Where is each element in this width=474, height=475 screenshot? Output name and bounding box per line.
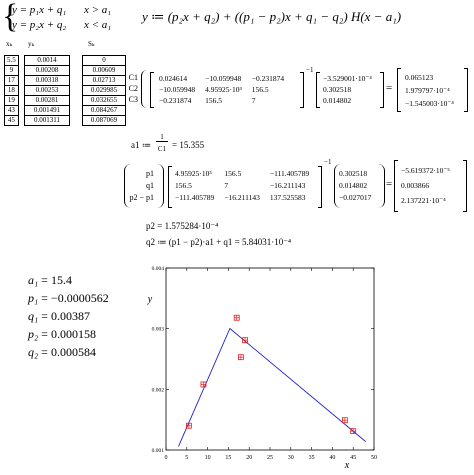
row-label: q1	[146, 181, 154, 190]
param-name: a₁	[28, 273, 39, 287]
yk-label: yₖ	[28, 40, 35, 48]
inverse-mark: −1	[324, 158, 332, 166]
result-cell: −1.545003·10⁻⁴	[405, 99, 454, 108]
a1-lhs: a1 ≔	[131, 140, 152, 150]
param-row	[28, 273, 109, 291]
param-name: q₁	[28, 309, 39, 323]
system1-rhs	[318, 73, 377, 106]
matrix-cell: −16.211143	[269, 181, 306, 190]
yk-cell: 0.00253	[25, 86, 70, 96]
x-tick-label: 25	[267, 455, 273, 461]
sk-cell: 0.084267	[83, 106, 126, 116]
matrix-cell: −16.211143	[224, 193, 260, 202]
x-tick-label: 15	[225, 455, 232, 461]
system1-matrix	[154, 73, 289, 106]
x-tick-label: 30	[287, 455, 294, 461]
matrix-cell: −111.405789	[269, 169, 310, 178]
data-point	[342, 418, 347, 423]
result-cell: 1.979797·10⁻⁴	[405, 86, 450, 95]
matrix-cell: −10.059948	[159, 85, 196, 94]
xk-label: xₖ	[6, 40, 13, 48]
parameter-summary	[28, 273, 109, 363]
param-value: = 0.00387	[41, 309, 90, 323]
system1-result	[400, 71, 459, 110]
system2-rhs	[334, 168, 376, 204]
row-label: p2 − p1	[129, 193, 154, 202]
x-tick-label: 5	[185, 455, 189, 461]
rhs-cell: −0.027017	[339, 193, 372, 202]
matrix-cell: 4.95925·10³	[175, 169, 212, 178]
matrix-cell: 7	[251, 96, 256, 105]
p2-result: p2 = 1.575284·10⁻⁴	[146, 221, 219, 231]
yk-cell: 0.001491	[25, 106, 70, 116]
right-bracket	[464, 68, 468, 112]
rhs-cell: 0.014802	[339, 181, 368, 190]
equals-sign: =	[386, 82, 393, 94]
param-row	[28, 345, 109, 363]
system2-result	[396, 163, 455, 208]
xk-cell: 43	[5, 106, 19, 116]
y-tick-label: 0.002	[151, 387, 164, 394]
rhs-cell: 0.302518	[339, 169, 368, 178]
y-tick-label: 0.003	[151, 326, 164, 333]
matrix-cell: −111.405789	[175, 193, 215, 202]
right-bracket	[380, 72, 384, 108]
y-tick-label: 0.001	[151, 448, 164, 454]
matrix-cell: 137.525583	[269, 193, 306, 202]
system2-matrix	[170, 168, 314, 204]
row-label: C3	[128, 95, 138, 104]
sk-label: Sₖ	[88, 40, 95, 48]
right-bracket	[300, 72, 304, 108]
case2-equation: y = p₂x + q₂	[12, 19, 67, 31]
param-name: p₂	[28, 327, 39, 341]
sk-cell: 0.029985	[83, 86, 126, 96]
system2-row-labels	[126, 168, 154, 204]
param-value: = 0.000158	[41, 327, 96, 341]
result-cell: 0.003866	[401, 181, 430, 190]
xk-cell: 9	[5, 66, 19, 76]
sk-cell: 0.032655	[83, 96, 126, 106]
equals-sign: =	[386, 178, 393, 190]
sk-cell: 0.087069	[83, 116, 126, 126]
x-tick-label: 0	[164, 455, 168, 461]
x-tick-label: 50	[371, 455, 377, 461]
matrix-cell: 156.5	[224, 169, 242, 178]
result-cell: −5.619372·10⁻⁵	[401, 166, 450, 175]
matrix-cell: 156.5	[205, 96, 222, 105]
xk-vector	[4, 55, 19, 126]
yk-cell: 0.001311	[25, 116, 70, 126]
fit-line-group	[178, 328, 365, 446]
right-paren	[378, 164, 385, 208]
matrix-cell: 156.5	[251, 85, 269, 94]
data-point	[234, 315, 239, 320]
row-label: C2	[128, 84, 138, 93]
rhs-cell: −3.529001·10⁻⁴	[323, 74, 372, 83]
x-tick-label: 45	[350, 455, 357, 461]
sk-cell: 0.02713	[83, 76, 126, 86]
row-label: C1	[128, 73, 138, 82]
fit-line	[178, 328, 365, 446]
model-brace: {	[2, 0, 19, 35]
param-row	[28, 291, 109, 309]
result-cell: 0.065123	[405, 73, 434, 82]
yk-cell: 0.00318	[25, 76, 70, 86]
data-point	[243, 338, 248, 343]
row-label: p1	[146, 169, 154, 178]
param-row	[28, 309, 109, 327]
chart-ticks	[152, 266, 377, 461]
fit-chart	[142, 260, 382, 472]
a1-denominator: C1	[157, 145, 167, 153]
q2-result: q2 ≔ (p1 − p2)·a1 + q1 = 5.84031·10⁻⁴	[146, 237, 292, 247]
case1-equation: y = p₁x + q₁	[12, 4, 67, 16]
rhs-cell: 0.014802	[323, 96, 352, 105]
matrix-cell: 7	[224, 181, 229, 190]
x-tick-label: 35	[308, 455, 315, 461]
xk-cell: 18	[5, 86, 19, 96]
a1-numerator: 1	[156, 133, 168, 142]
param-name: q₂	[28, 345, 39, 359]
param-value: = −0.0000562	[41, 291, 109, 305]
matrix-cell: −0.231874	[251, 74, 285, 83]
sk-vector	[82, 55, 126, 126]
param-name: p₁	[28, 291, 39, 305]
y-tick-label: 0.004	[151, 266, 164, 272]
xk-cell: 5.5	[5, 56, 19, 66]
y-axis-label: y	[147, 294, 153, 305]
rhs-cell: 0.302518	[323, 85, 352, 94]
right-paren	[157, 164, 164, 208]
yk-cell: 0.0014	[25, 56, 70, 66]
xk-cell: 17	[5, 76, 19, 86]
data-points-group	[186, 315, 355, 433]
inverse-mark: −1	[306, 66, 314, 74]
yk-cell: 0.00208	[25, 66, 70, 76]
matrix-cell: 156.5	[175, 181, 192, 190]
matrix-cell: −0.231874	[159, 96, 192, 105]
right-bracket	[463, 160, 467, 212]
case2-condition: x < a₁	[84, 19, 112, 31]
x-axis-label: x	[344, 460, 350, 471]
a1-result: = 15.355	[172, 140, 205, 150]
param-value: = 15.4	[41, 273, 72, 287]
case1-condition: x > a₁	[84, 4, 112, 16]
matrix-cell: 0.024614	[159, 74, 188, 83]
xk-cell: 19	[5, 96, 19, 106]
x-tick-label: 10	[204, 455, 211, 461]
result-cell: 2.137221·10⁻⁴	[401, 196, 446, 205]
x-tick-label: 20	[246, 455, 253, 461]
yk-cell: 0.00281	[25, 96, 70, 106]
yk-vector	[24, 55, 70, 126]
matrix-cell: 4.95925·10³	[205, 85, 242, 94]
xk-cell: 45	[5, 116, 19, 126]
matrix-cell: −10.059948	[205, 74, 242, 83]
param-row	[28, 327, 109, 345]
right-bracket	[318, 166, 322, 208]
system1-row-labels	[126, 72, 138, 105]
data-point	[238, 355, 243, 360]
x-tick-label: 40	[329, 455, 336, 461]
param-value: = 0.000584	[41, 345, 96, 359]
model-formula: y ≔ (p₂x + q₂) + ((p₁ − p₂)x + q₁ − q₂) H(x − a₁)	[142, 9, 402, 24]
sk-cell: 0	[83, 56, 126, 66]
sk-cell: 0.00609	[83, 66, 126, 76]
